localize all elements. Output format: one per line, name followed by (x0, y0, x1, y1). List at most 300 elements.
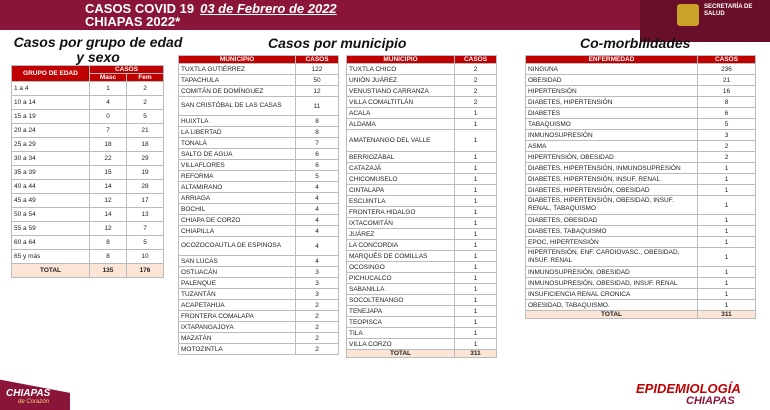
fem-cell: 29 (127, 152, 164, 166)
table-row (526, 300, 756, 311)
table-row (347, 108, 497, 119)
casos-cell: 1 (455, 196, 497, 207)
table-row (526, 130, 756, 141)
table-row (347, 306, 497, 317)
enfermedad-cell: INMUNOSUPRESIÓN, OBESIDAD (526, 267, 698, 278)
table-row (526, 152, 756, 163)
table-row (12, 194, 164, 208)
municipio-cell: JUÁREZ (347, 229, 455, 240)
table-row (347, 284, 497, 295)
table-row (179, 75, 339, 86)
municipio-cell: IXTAPANGAJOYA (179, 322, 296, 333)
enfermedad-cell: ASMA (526, 141, 698, 152)
enfermedad-cell: INMUNOSUPRESIÓN (526, 130, 698, 141)
enfermedad-cell: OBESIDAD, TABAQUISMO. (526, 300, 698, 311)
table-row (12, 124, 164, 138)
table-row (347, 185, 497, 196)
age-col-masc: Masc (90, 74, 127, 82)
table-row (179, 160, 339, 171)
chiapas-logo-text: CHIAPAS (6, 388, 51, 399)
total-row (347, 350, 497, 358)
fem-cell: 10 (127, 250, 164, 264)
casos-cell: 1 (698, 237, 756, 248)
casos-cell: 3 (698, 130, 756, 141)
casos-cell: 1 (455, 284, 497, 295)
table-row (179, 344, 339, 355)
table-row (179, 278, 339, 289)
table-row (347, 152, 497, 163)
municipio-cell: CHIAPILLA (179, 226, 296, 237)
municipio-cell: TEOPISCA (347, 317, 455, 328)
table-row (347, 273, 497, 284)
casos-cell: 1 (698, 185, 756, 196)
municipio-cell: LA CONCORDIA (347, 240, 455, 251)
casos-cell: 1 (698, 278, 756, 289)
municipio-cell: VILLA CORZO (347, 339, 455, 350)
casos-cell: 6 (296, 160, 339, 171)
municipio-cell: MARQUÉS DE COMILLAS (347, 251, 455, 262)
age-group-cell: 50 a 54 (12, 208, 90, 222)
table-row (347, 262, 497, 273)
casos-cell: 1 (455, 317, 497, 328)
enfermedad-cell: INSUFICIENCIA RENAL CRONICA (526, 289, 698, 300)
table-row (179, 127, 339, 138)
casos-cell: 6 (698, 108, 756, 119)
municipio-cell: VILLAFLORES (179, 160, 296, 171)
fem-cell: 17 (127, 194, 164, 208)
table-row (347, 229, 497, 240)
casos-cell: 1 (455, 218, 497, 229)
casos-cell: 1 (455, 306, 497, 317)
municipio-cell: CINTALAPA (347, 185, 455, 196)
mun-col-casos: CASOS (455, 56, 497, 64)
table-row (526, 185, 756, 196)
age-group-cell: 60 a 64 (12, 236, 90, 250)
table-row (179, 300, 339, 311)
total-masc: 135 (90, 264, 127, 278)
header-date: 03 de Febrero de 2022 (200, 1, 337, 16)
table-row (179, 171, 339, 182)
mun-col-municipio: MUNICIPIO (347, 56, 455, 64)
table-row (12, 96, 164, 110)
casos-cell: 2 (455, 97, 497, 108)
age-group-cell: 45 a 49 (12, 194, 90, 208)
municipio-cell: OCOZOCOAUTLA DE ESPINOSA (179, 237, 296, 256)
enfermedad-cell: DIABETES, HIPERTENSIÓN, OBESIDAD (526, 185, 698, 196)
municipio-cell: IXTACOMITÁN (347, 218, 455, 229)
municipio-cell: TUXTLA GUTIÉRREZ (179, 64, 296, 75)
casos-cell: 5 (698, 119, 756, 130)
masc-cell: 12 (90, 222, 127, 236)
municipio-cell: SALTO DE AGUA (179, 149, 296, 160)
masc-cell: 1 (90, 82, 127, 96)
table-row (526, 278, 756, 289)
enfermedad-cell: DIABETES, HIPERTENSIÓN, INMUNOSUPRESIÓN (526, 163, 698, 174)
table-row (347, 174, 497, 185)
casos-cell: 4 (296, 204, 339, 215)
fem-cell: 21 (127, 124, 164, 138)
table-row (12, 166, 164, 180)
casos-cell: 4 (296, 256, 339, 267)
header-title: CASOS COVID 19 03 de Febrero de 2022 (85, 1, 337, 16)
table-row (526, 75, 756, 86)
casos-cell: 2 (455, 86, 497, 97)
casos-cell: 2 (296, 333, 339, 344)
casos-cell: 2 (455, 64, 497, 75)
casos-cell: 2 (296, 300, 339, 311)
enfermedad-cell: HIPERTENSIÓN, ENF. CARDIOVASC., OBESIDAD, INSUF. RENAL (526, 248, 698, 267)
enfermedad-cell: HIPERTENSIÓN (526, 86, 698, 97)
age-group-cell: 10 a 14 (12, 96, 90, 110)
table-row (526, 226, 756, 237)
table-row (347, 207, 497, 218)
age-table (11, 65, 164, 278)
municipio-cell: MOTOZINTLA (179, 344, 296, 355)
total-label: TOTAL (526, 311, 698, 319)
age-col-cases: CASOS (90, 66, 164, 74)
municipio-cell: FRONTERA COMALAPA (179, 311, 296, 322)
masc-cell: 8 (90, 250, 127, 264)
municipio-cell: ALTAMIRANO (179, 182, 296, 193)
table-row (347, 86, 497, 97)
age-group-cell: 65 y más (12, 250, 90, 264)
casos-cell: 1 (455, 152, 497, 163)
municipio-cell: LA LIBERTAD (179, 127, 296, 138)
comorbilidades-table (525, 55, 756, 319)
casos-cell: 1 (455, 185, 497, 196)
enfermedad-cell: DIABETES, HIPERTENSIÓN, INSUF. RENAL (526, 174, 698, 185)
total-label: TOTAL (12, 264, 90, 278)
municipio-cell: BERRIOZÁBAL (347, 152, 455, 163)
mun-col-municipio: MUNICIPIO (179, 56, 296, 64)
municipio-cell: ALDAMA (347, 119, 455, 130)
table-row (526, 174, 756, 185)
table-row (347, 97, 497, 108)
casos-cell: 3 (296, 267, 339, 278)
casos-cell: 1 (455, 108, 497, 119)
table-row (526, 141, 756, 152)
age-group-cell: 20 a 24 (12, 124, 90, 138)
enfermedad-cell: DIABETES, OBESIDAD (526, 215, 698, 226)
casos-cell: 1 (455, 262, 497, 273)
table-row (179, 215, 339, 226)
casos-cell: 1 (455, 119, 497, 130)
table-row (179, 86, 339, 97)
total-row (526, 311, 756, 319)
municipio-cell: SAN CRISTÓBAL DE LAS CASAS (179, 97, 296, 116)
casos-cell: 50 (296, 75, 339, 86)
table-row (179, 311, 339, 322)
age-group-cell: 15 a 19 (12, 110, 90, 124)
municipio-cell: HUIXTLA (179, 116, 296, 127)
enfermedad-cell: INMUNOSUPRESIÓN, OBESIDAD, INSUF. RENAL (526, 278, 698, 289)
casos-cell: 21 (698, 75, 756, 86)
table-row (347, 295, 497, 306)
municipio-cell: CHIAPA DE CORZO (179, 215, 296, 226)
table-row (179, 322, 339, 333)
age-section-title: Casos por grupo de edad y sexo (13, 34, 183, 65)
mun-col-casos: CASOS (296, 56, 339, 64)
casos-cell: 8 (698, 97, 756, 108)
casos-cell: 3 (296, 278, 339, 289)
table-row (526, 97, 756, 108)
com-section-title: Co-morbilidades (580, 35, 691, 51)
municipio-cell: CHICOMUSELO (347, 174, 455, 185)
table-row (526, 267, 756, 278)
municipio-cell: ARRIAGA (179, 193, 296, 204)
casos-cell: 6 (296, 149, 339, 160)
municipio-cell: TAPACHULA (179, 75, 296, 86)
age-group-cell: 1 a 4 (12, 82, 90, 96)
age-group-cell: 40 a 44 (12, 180, 90, 194)
table-row (179, 333, 339, 344)
municipio-cell: OCOSINGO (347, 262, 455, 273)
table-row (526, 196, 756, 215)
casos-cell: 1 (455, 295, 497, 306)
total-row (12, 264, 164, 278)
table-row (179, 116, 339, 127)
table-row (179, 237, 339, 256)
masc-cell: 8 (90, 236, 127, 250)
municipio-cell: OSTUACÁN (179, 267, 296, 278)
fem-cell: 18 (127, 138, 164, 152)
casos-cell: 8 (296, 116, 339, 127)
enfermedad-cell: DIABETES, TABAQUISMO (526, 226, 698, 237)
casos-cell: 1 (698, 226, 756, 237)
header-subtitle: CHIAPAS 2022* (85, 14, 181, 29)
municipio-cell: REFORMA (179, 171, 296, 182)
casos-cell: 1 (455, 229, 497, 240)
table-row (526, 86, 756, 97)
table-row (347, 64, 497, 75)
casos-cell: 2 (455, 75, 497, 86)
table-row (179, 64, 339, 75)
masc-cell: 0 (90, 110, 127, 124)
enfermedad-cell: EPOC, HIPERTENSIÓN (526, 237, 698, 248)
casos-cell: 1 (455, 251, 497, 262)
municipio-cell: SAN LUCAS (179, 256, 296, 267)
municipio-table-1 (178, 55, 339, 355)
state-emblem-icon (677, 4, 699, 26)
age-col-fem: Fem (127, 74, 164, 82)
age-group-cell: 30 a 34 (12, 152, 90, 166)
casos-cell: 1 (455, 207, 497, 218)
age-group-cell: 35 a 39 (12, 166, 90, 180)
table-row (526, 215, 756, 226)
fem-cell: 7 (127, 222, 164, 236)
casos-cell: 122 (296, 64, 339, 75)
table-row (347, 240, 497, 251)
casos-cell: 7 (296, 138, 339, 149)
total-casos: 311 (698, 311, 756, 319)
casos-cell: 2 (296, 322, 339, 333)
table-row (179, 267, 339, 278)
municipio-cell: ESCUINTLA (347, 196, 455, 207)
table-row (12, 222, 164, 236)
casos-cell: 2 (296, 344, 339, 355)
total-fem: 176 (127, 264, 164, 278)
casos-cell: 1 (455, 240, 497, 251)
casos-cell: 1 (455, 339, 497, 350)
municipio-cell: TENEJAPA (347, 306, 455, 317)
total-label: TOTAL (347, 350, 455, 358)
table-row (526, 237, 756, 248)
table-row (12, 180, 164, 194)
municipio-cell: ACAPETAHUA (179, 300, 296, 311)
com-col-casos: CASOS (698, 56, 756, 64)
table-row (179, 138, 339, 149)
casos-cell: 236 (698, 64, 756, 75)
casos-cell: 2 (698, 152, 756, 163)
municipio-cell: TILA (347, 328, 455, 339)
table-row (179, 182, 339, 193)
casos-cell: 1 (455, 130, 497, 152)
enfermedad-cell: NINGUNA (526, 64, 698, 75)
table-row (12, 208, 164, 222)
municipio-cell: BOCHIL (179, 204, 296, 215)
masc-cell: 22 (90, 152, 127, 166)
municipio-cell: VENUSTIANO CARRANZA (347, 86, 455, 97)
municipio-cell: TUXTLA CHICO (347, 64, 455, 75)
table-row (12, 138, 164, 152)
municipio-cell: TONALÁ (179, 138, 296, 149)
municipio-cell: PALENQUE (179, 278, 296, 289)
casos-cell: 4 (296, 237, 339, 256)
table-row (179, 289, 339, 300)
table-row (526, 163, 756, 174)
fem-cell: 2 (127, 96, 164, 110)
table-row (12, 82, 164, 96)
casos-cell: 2 (698, 141, 756, 152)
casos-cell: 1 (698, 196, 756, 215)
table-row (179, 149, 339, 160)
casos-cell: 2 (296, 311, 339, 322)
casos-cell: 1 (698, 163, 756, 174)
age-col-group: GRUPO DE EDAD (12, 66, 90, 82)
casos-cell: 1 (698, 248, 756, 267)
age-group-cell: 55 a 59 (12, 222, 90, 236)
table-row (12, 152, 164, 166)
chiapas-logo-subtext: de Corazón (18, 399, 50, 405)
casos-cell: 12 (296, 86, 339, 97)
table-row (526, 64, 756, 75)
table-row (347, 75, 497, 86)
table-row (347, 163, 497, 174)
enfermedad-cell: DIABETES, HIPERTENSIÓN, OBESIDAD, INSUF. RENAL, TABAQUISMO (526, 196, 698, 215)
fem-cell: 5 (127, 236, 164, 250)
fem-cell: 13 (127, 208, 164, 222)
casos-cell: 3 (296, 289, 339, 300)
municipio-cell: VILLA COMALTITLÁN (347, 97, 455, 108)
enfermedad-cell: OBESIDAD (526, 75, 698, 86)
table-row (347, 251, 497, 262)
table-row (12, 236, 164, 250)
municipio-table-2 (346, 55, 497, 358)
mun-section-title: Casos por municipio (268, 35, 407, 51)
table-row (347, 119, 497, 130)
casos-cell: 4 (296, 215, 339, 226)
table-row (347, 218, 497, 229)
casos-cell: 1 (455, 174, 497, 185)
table-row (347, 339, 497, 350)
casos-cell: 1 (455, 273, 497, 284)
masc-cell: 7 (90, 124, 127, 138)
municipio-cell: TUZANTÁN (179, 289, 296, 300)
masc-cell: 14 (90, 208, 127, 222)
age-group-cell: 25 a 29 (12, 138, 90, 152)
table-row (347, 317, 497, 328)
municipio-cell: ACALA (347, 108, 455, 119)
casos-cell: 11 (296, 97, 339, 116)
casos-cell: 16 (698, 86, 756, 97)
municipio-cell: CATAZAJÁ (347, 163, 455, 174)
masc-cell: 15 (90, 166, 127, 180)
municipio-cell: MAZATÁN (179, 333, 296, 344)
table-row (179, 97, 339, 116)
municipio-cell: SABANILLA (347, 284, 455, 295)
table-row (526, 248, 756, 267)
table-row (179, 256, 339, 267)
enfermedad-cell: HIPERTENSIÓN, OBESIDAD (526, 152, 698, 163)
casos-cell: 1 (698, 300, 756, 311)
total-casos: 311 (455, 350, 497, 358)
casos-cell: 4 (296, 193, 339, 204)
table-row (347, 196, 497, 207)
casos-cell: 1 (698, 267, 756, 278)
table-row (526, 289, 756, 300)
enfermedad-cell: DIABETES (526, 108, 698, 119)
fem-cell: 5 (127, 110, 164, 124)
com-col-enfermedad: ENFERMEDAD (526, 56, 698, 64)
masc-cell: 14 (90, 180, 127, 194)
fem-cell: 28 (127, 180, 164, 194)
table-row (347, 328, 497, 339)
table-row (179, 226, 339, 237)
casos-cell: 4 (296, 182, 339, 193)
enfermedad-cell: DIABETES, HIPERTENSIÓN (526, 97, 698, 108)
table-row (179, 204, 339, 215)
casos-cell: 5 (296, 171, 339, 182)
masc-cell: 4 (90, 96, 127, 110)
casos-cell: 4 (296, 226, 339, 237)
table-row (526, 119, 756, 130)
table-row (179, 193, 339, 204)
epidemiologia-logo: EPIDEMIOLOGÍA (636, 381, 741, 396)
table-row (12, 110, 164, 124)
municipio-cell: PICHUCALCO (347, 273, 455, 284)
enfermedad-cell: TABAQUISMO (526, 119, 698, 130)
casos-cell: 1 (455, 328, 497, 339)
casos-cell: 1 (455, 163, 497, 174)
fem-cell: 2 (127, 82, 164, 96)
casos-cell: 8 (296, 127, 339, 138)
table-row (526, 108, 756, 119)
municipio-cell: UNIÓN JUÁREZ (347, 75, 455, 86)
table-row (347, 130, 497, 152)
epidemiologia-logo-sub: CHIAPAS (686, 395, 735, 407)
municipio-cell: SOCOLTENANGO (347, 295, 455, 306)
fem-cell: 19 (127, 166, 164, 180)
secretaria-label: SECRETARÍA DE SALUD (704, 4, 753, 17)
casos-cell: 1 (698, 289, 756, 300)
casos-cell: 1 (698, 174, 756, 185)
municipio-cell: FRONTERA HIDALGO (347, 207, 455, 218)
municipio-cell: AMATENANGO DEL VALLE (347, 130, 455, 152)
masc-cell: 18 (90, 138, 127, 152)
table-row (12, 250, 164, 264)
masc-cell: 12 (90, 194, 127, 208)
municipio-cell: COMITÁN DE DOMÍNGUEZ (179, 86, 296, 97)
